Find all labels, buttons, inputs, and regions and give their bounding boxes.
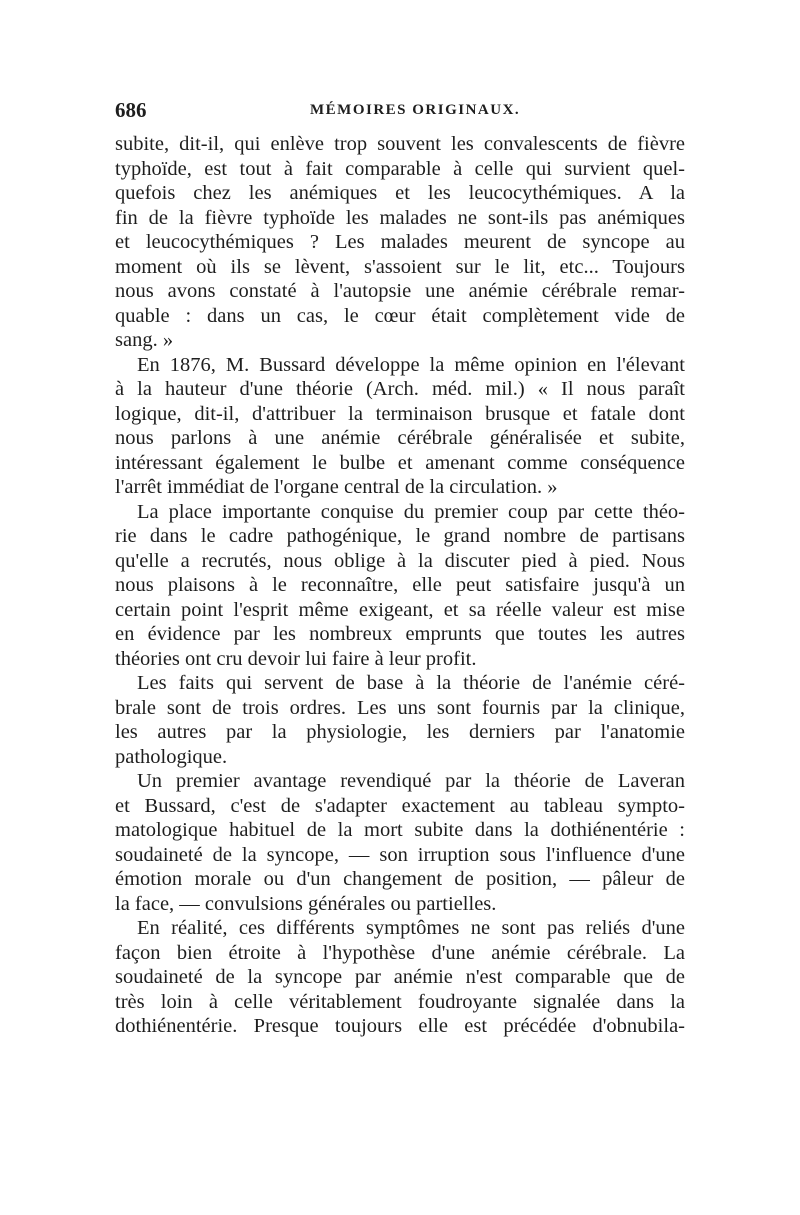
text-line: Un premier avantage revendiqué par la théorie de Laveran [137,770,685,792]
paragraph [115,671,685,769]
text-line: en évidence par les nombreux emprunts que toutes les autres [115,623,685,645]
text-line: soudaineté de la syncope par anémie n'est comparable que de [115,966,685,988]
text-line: brale sont de trois ordres. Les uns sont fournis par la clinique, [115,696,685,719]
text-line: et leucocythémiques ? Les malades meurent de syncope au [115,231,685,253]
text-line: façon bien étroite à l'hypothèse d'une anémie cérébrale. La [115,941,685,964]
text-line: certain point l'esprit même exigeant, et sa réelle valeur est mise [115,598,685,621]
text-line: intéressant également le bulbe et amenant comme conséquence [115,451,685,474]
text-line: la face, — convulsions générales ou partielles. [115,892,497,915]
text-line: pathologique. [115,745,228,768]
paragraph [115,132,685,353]
text-line: nous plaisons à le reconnaître, elle peut satisfaire jusqu'à un [115,574,685,596]
page-number: 686 [115,98,147,122]
page-header [115,98,685,128]
text-line: nous parlons à une anémie cérébrale généralisée et subite, [115,427,685,449]
text-line: En réalité, ces différents symptômes ne sont pas reliés d'une [137,917,685,939]
text-line: quable : dans un cas, le cœur était complètement vide de [115,304,685,327]
text-line: quefois chez les anémiques et les leucocythémiques. A la [115,182,685,204]
paragraph [115,916,685,1039]
body-text [115,132,685,1039]
text-line: matologique habituel de la mort subite dans la dothiénentérie : [115,819,685,841]
text-line: à la hauteur d'une théorie (Arch. méd. mil.) « Il nous paraît [115,378,685,400]
text-line: qu'elle a recrutés, nous oblige à la discuter pied à pied. Nous [115,549,685,572]
text-line: moment où ils se lèvent, s'assoient sur le lit, etc... Toujours [115,255,685,278]
text-line: les autres par la physiologie, les derniers par l'anatomie [115,721,685,743]
text-line: dothiénentérie. Presque toujours elle est précédée d'obnubila- [115,1015,685,1037]
running-title: MÉMOIRES ORIGINAUX. [310,102,521,118]
text-line: sang. » [115,329,174,351]
text-line: et Bussard, c'est de s'adapter exactement au tableau sympto- [115,794,685,817]
text-line: La place importante conquise du premier coup par cette théo- [137,500,685,523]
text-line: typhoïde, est tout à fait comparable à celle qui survient quel- [115,157,685,180]
text-line: Les faits qui servent de base à la théorie de l'anémie céré- [137,672,685,694]
text-line: nous avons constaté à l'autopsie une anémie cérébrale remar- [115,280,685,302]
text-line: soudaineté de la syncope, — son irruption sous l'influence d'une [115,843,685,866]
text-line: très loin à celle véritablement foudroyante signalée dans la [115,990,685,1013]
paragraph [115,353,685,500]
text-line: logique, dit-il, d'attribuer la terminaison brusque et fatale dont [115,402,685,425]
text-line: En 1876, M. Bussard développe la même opinion en l'élevant [137,353,685,376]
text-line: subite, dit-il, qui enlève trop souvent les convalescents de fièvre [115,133,685,155]
text-line: rie dans le cadre pathogénique, le grand nombre de partisans [115,525,685,547]
text-line: théories ont cru devoir lui faire à leur profit. [115,647,477,670]
text-line: fin de la fièvre typhoïde les malades ne sont-ils pas anémiques [115,206,685,229]
paragraph [115,500,685,672]
text-line: émotion morale ou d'un changement de position, — pâleur de [115,868,685,890]
text-line: l'arrêt immédiat de l'organe central de la circulation. » [115,476,558,498]
paragraph [115,769,685,916]
